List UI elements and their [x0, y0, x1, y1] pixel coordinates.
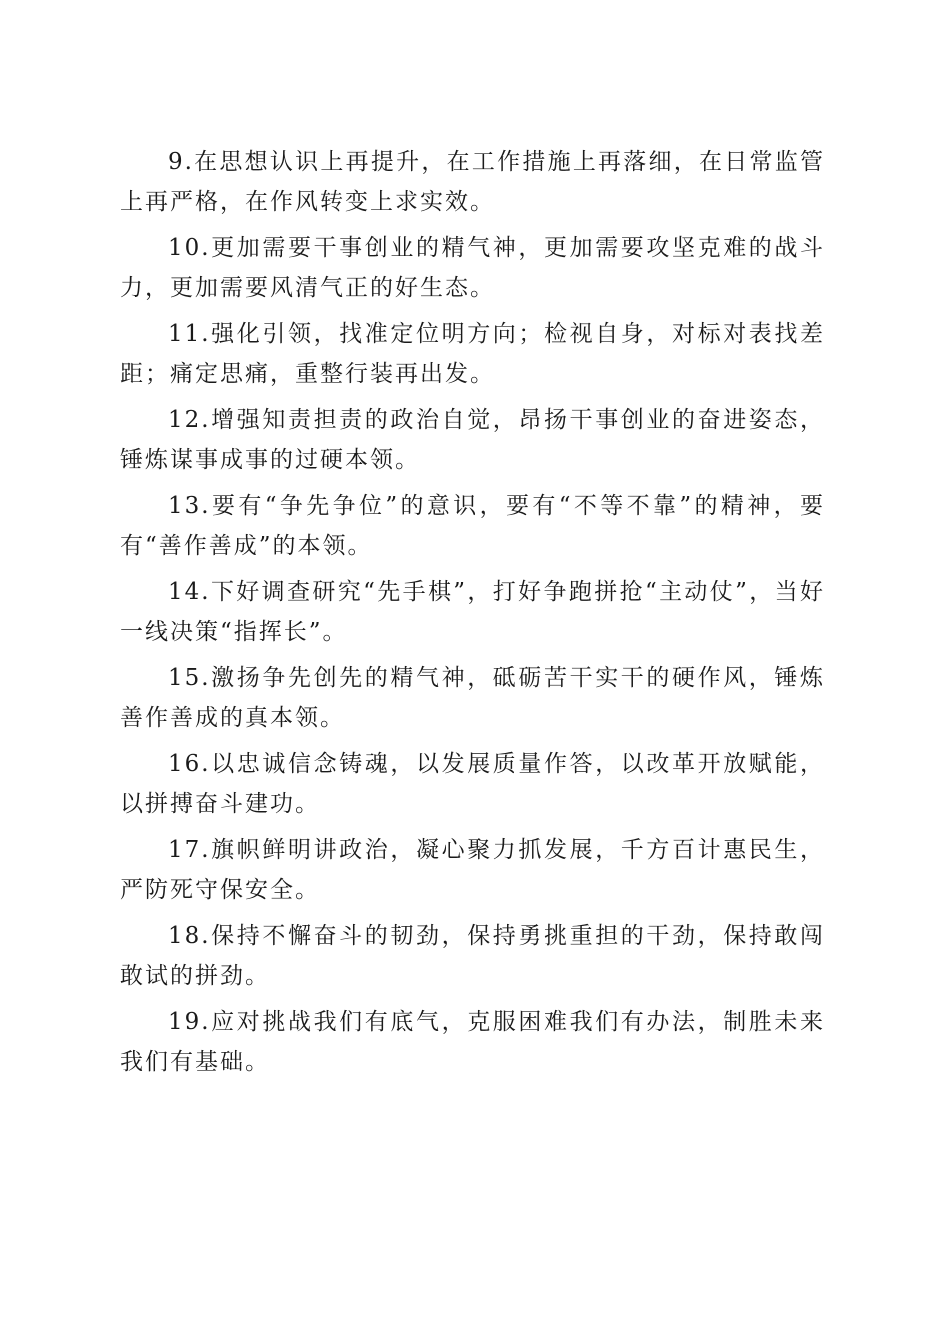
document-body: [120, 142, 825, 1088]
paragraph-14: 14.下好调查研究“先手棋”，打好争跑拼抢“主动仗”，当好一线决策“指挥长”。: [120, 579, 825, 645]
paragraph-17: 17.旗帜鲜明讲政治，凝心聚力抓发展，千方百计惠民生，严防死守保安全。: [120, 837, 825, 903]
paragraph-9: 9.在思想认识上再提升，在工作措施上再落细，在日常监管上再严格，在作风转变上求实效。: [120, 149, 825, 215]
paragraph-18: 18.保持不懈奋斗的韧劲，保持勇挑重担的干劲，保持敢闯敢试的拼劲。: [120, 923, 825, 989]
paragraph-19: 19.应对挑战我们有底气，克服困难我们有办法，制胜未来我们有基础。: [120, 1009, 825, 1075]
paragraph-10: 10.更加需要干事创业的精气神，更加需要攻坚克难的战斗力，更加需要风清气正的好生态。: [120, 235, 825, 301]
paragraph-11: 11.强化引领，找准定位明方向；检视自身，对标对表找差距；痛定思痛，重整行装再出发。: [120, 321, 825, 387]
paragraph-16: 16.以忠诚信念铸魂，以发展质量作答，以改革开放赋能，以拼搏奋斗建功。: [120, 751, 825, 817]
paragraph-12: 12.增强知责担责的政治自觉，昂扬干事创业的奋进姿态，锤炼谋事成事的过硬本领。: [120, 407, 825, 473]
paragraph-13: 13.要有“争先争位”的意识，要有“不等不靠”的精神，要有“善作善成”的本领。: [120, 493, 825, 559]
paragraph-15: 15.激扬争先创先的精气神，砥砺苦干实干的硬作风，锤炼善作善成的真本领。: [120, 665, 825, 731]
